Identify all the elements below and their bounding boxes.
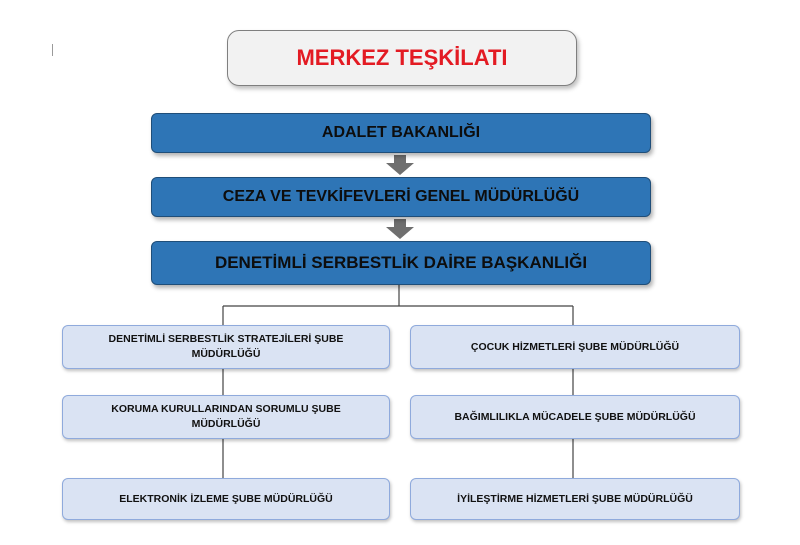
arrow-down-icon <box>386 219 414 239</box>
unit-box-addiction: BAĞIMLILIKLA MÜCADELE ŞUBE MÜDÜRLÜĞÜ <box>410 395 740 439</box>
unit-box-strategies: DENETİMLİ SERBESTLİK STRATEJİLERİ ŞUBE MÜDÜRLÜĞÜ <box>62 325 390 369</box>
unit-box-protection-boards: KORUMA KURULLARINDAN SORUMLU ŞUBE MÜDÜRLÜĞÜ <box>62 395 390 439</box>
unit-box-electronic-monitoring: ELEKTRONİK İZLEME ŞUBE MÜDÜRLÜĞÜ <box>62 478 390 520</box>
unit-box-rehabilitation: İYİLEŞTİRME HİZMETLERİ ŞUBE MÜDÜRLÜĞÜ <box>410 478 740 520</box>
unit-box-child-services: ÇOCUK HİZMETLERİ ŞUBE MÜDÜRLÜĞÜ <box>410 325 740 369</box>
department-box: DENETİMLİ SERBESTLİK DAİRE BAŞKANLIĞI <box>151 241 651 285</box>
general-directorate-box: CEZA VE TEVKİFEVLERİ GENEL MÜDÜRLÜĞÜ <box>151 177 651 217</box>
chart-title: MERKEZ TEŞKİLATI <box>227 30 577 86</box>
arrow-down-icon <box>386 155 414 175</box>
ministry-box: ADALET BAKANLIĞI <box>151 113 651 153</box>
